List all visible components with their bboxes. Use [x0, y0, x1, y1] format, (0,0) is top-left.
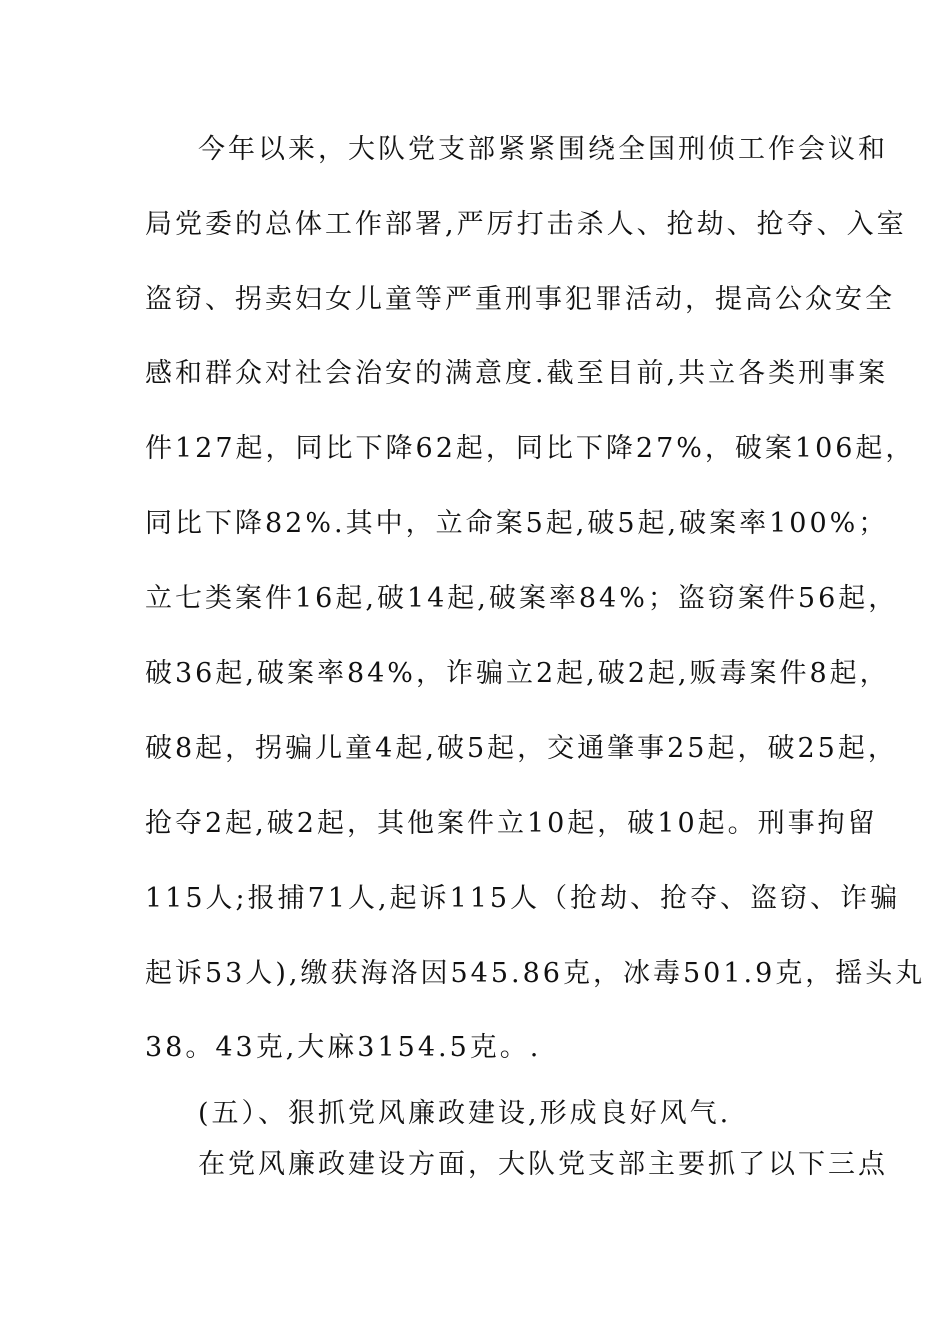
paragraph-line: 115人;报捕71人,起诉115人（抢劫、抢夺、盗窃、诈骗 — [145, 883, 901, 914]
paragraph-line: 破8起，拐骗儿童4起,破5起，交通肇事25起，破25起， — [145, 733, 898, 764]
paragraph-line: 抢夺2起,破2起，其他案件立10起，破10起。刑事拘留 — [145, 808, 878, 839]
paragraph-line: 盗窃、拐卖妇女儿童等严重刑事犯罪活动，提高公众安全 — [145, 284, 895, 315]
section-heading: (五）、狠抓党风廉政建设,形成良好风气. — [198, 1098, 732, 1129]
paragraph-line: 感和群众对社会治安的满意度.截至目前,共立各类刑事案 — [145, 358, 889, 389]
paragraph-line: 破36起,破案率84%，诈骗立2起,破2起,贩毒案件8起， — [145, 658, 890, 689]
paragraph-line: 在党风廉政建设方面，大队党支部主要抓了以下三点 — [198, 1149, 888, 1180]
paragraph-line: 同比下降82%.其中，立命案5起,破5起,破案率100%； — [145, 508, 889, 539]
paragraph-line: 今年以来，大队党支部紧紧围绕全国刑侦工作会议和 — [198, 134, 888, 165]
paragraph-line: 起诉53人),缴获海洛因545.86克，冰毒501.9克，摇头丸 — [145, 958, 926, 989]
paragraph-line: 局党委的总体工作部署,严厉打击杀人、抢劫、抢夺、入室 — [145, 209, 907, 240]
paragraph-line: 38。43克,大麻3154.5克。. — [145, 1032, 542, 1063]
paragraph-line: 立七类案件16起,破14起,破案率84%；盗窃案件56起， — [145, 583, 899, 614]
paragraph-line: 件127起，同比下降62起，同比下降27%，破案106起， — [145, 433, 916, 464]
